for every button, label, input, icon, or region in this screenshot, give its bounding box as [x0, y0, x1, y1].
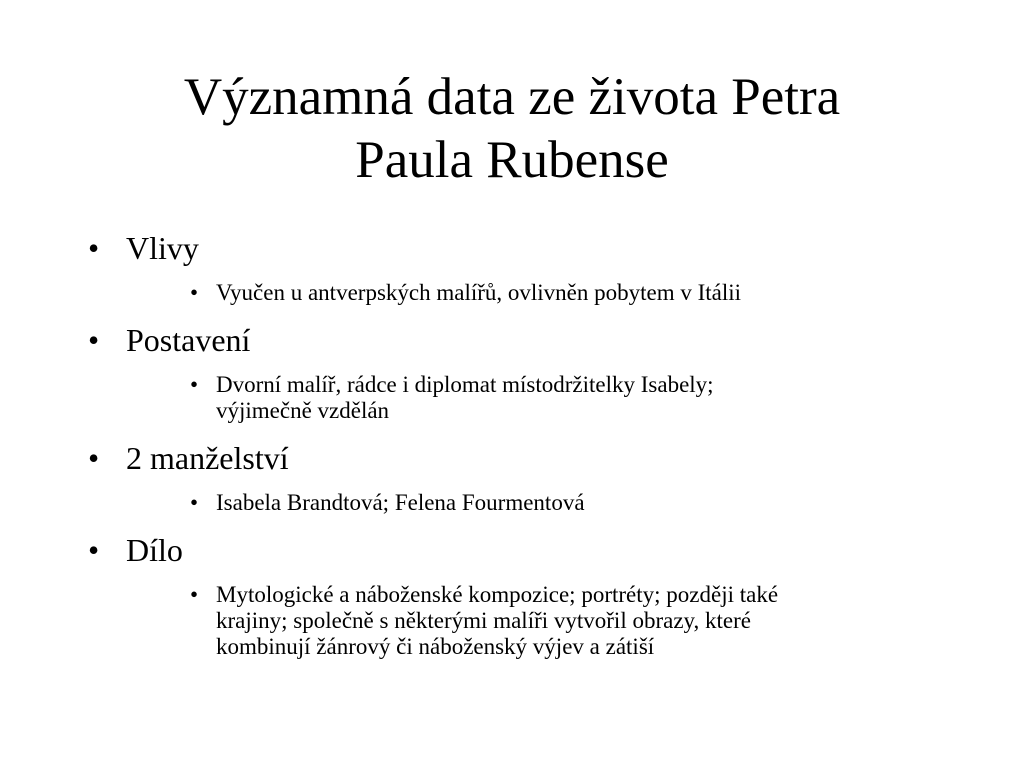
heading-postaveni: Postavení [126, 322, 251, 358]
bullet-icon: • [88, 230, 100, 266]
sub-bullet-icon: • [190, 280, 199, 305]
sub-bullet-icon: • [190, 582, 199, 607]
heading-manzelstvi: 2 manželství [126, 440, 289, 476]
sub-text-manzelstvi: Isabela Brandtová; Felena Fourmentová [216, 490, 585, 515]
bullet-dilo [84, 530, 964, 570]
bullet-icon: • [88, 322, 100, 358]
bullet-icon: • [88, 440, 100, 476]
sub-bullet-icon: • [190, 372, 199, 397]
sub-text-dilo-3: kombinují žánrový či náboženský výjev a zátiší [216, 634, 655, 659]
sub-bullet-vlivy [84, 280, 964, 306]
sub-text-postaveni-2: výjimečně vzdělán [216, 398, 390, 423]
sub-bullet-manzelstvi [84, 490, 964, 516]
bullet-icon: • [88, 532, 100, 568]
sub-text-dilo-1: Mytologické a náboženské kompozice; portréty; později také [216, 582, 779, 607]
bullet-vlivy [84, 228, 964, 268]
slide-title [0, 66, 1024, 192]
title-line-1: Významná data ze života Petra [183, 68, 841, 126]
bullet-manzelstvi [84, 438, 964, 478]
sub-text-postaveni-1: Dvorní malíř, rádce i diplomat místodržitelky Isabely; [216, 372, 714, 397]
heading-dilo: Dílo [126, 532, 183, 568]
bullet-postaveni [84, 320, 964, 360]
sub-text-vlivy: Vyučen u antverpských malířů, ovlivněn pobytem v Itálii [216, 280, 742, 305]
title-line-2: Paula Rubense [355, 131, 669, 189]
sub-bullet-dilo [84, 582, 964, 660]
bullet-list [84, 228, 964, 660]
sub-text-dilo-2: krajiny; společně s některými malíři vytvořil obrazy, které [216, 608, 752, 633]
sub-bullet-icon: • [190, 490, 199, 515]
heading-vlivy: Vlivy [126, 230, 199, 266]
sub-bullet-postaveni [84, 372, 964, 424]
